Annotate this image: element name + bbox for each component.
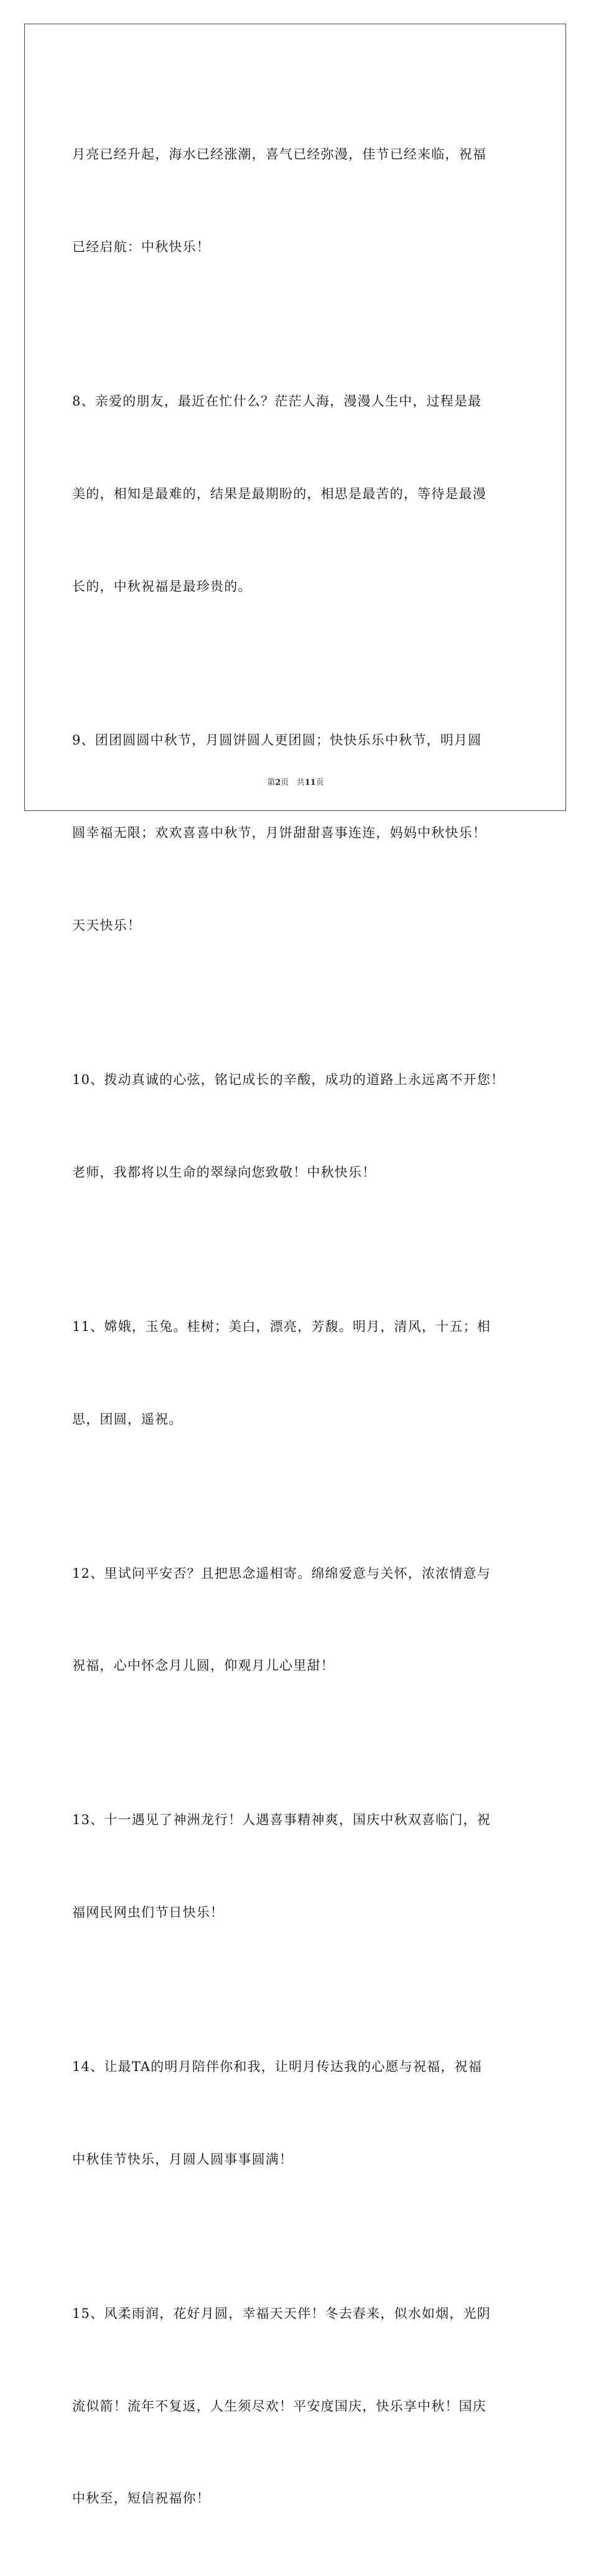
- paragraph-9: [72, 664, 520, 1003]
- text-line: 14、让最TA的明月陪伴你和我，让明月传达我的心愿与祝福，祝福: [72, 2059, 482, 2074]
- text-line: 12、里试问平安否？且把思念遥相寄。绵绵爱意与关怀，浓浓情意与: [72, 1565, 491, 1581]
- text-line: 圆幸福无限；欢欢喜喜中秋节，月饼甜甜喜事连连，妈妈中秋快乐！: [72, 825, 486, 841]
- text-line: 已经启航：中秋快乐！: [72, 239, 210, 254]
- paragraph-14: [72, 1990, 520, 2237]
- paragraph-13: [72, 1743, 520, 1990]
- text-line: 流似箭！流年不复返，人生须尽欢！平安度国庆，快乐享中秋！国庆: [72, 2398, 486, 2414]
- text-line: 长的，中秋祝福是最珍贵的。: [72, 578, 252, 594]
- text-line: 10、拨动真诚的心弦，铭记成长的辛酸，成功的道路上永远离不开您！: [72, 1072, 505, 1087]
- document-body: [72, 78, 520, 2576]
- paragraph-8: [72, 325, 520, 664]
- paragraph-12: [72, 1496, 520, 1743]
- text-line: 8、亲爱的朋友，最近在忙什么？茫茫人海，漫漫人生中，过程是最: [72, 393, 482, 409]
- text-line: 福网民网虫们节日快乐！: [72, 1905, 225, 1920]
- total-pages-label: 共11页: [296, 778, 324, 787]
- text-line: 祝福，心中怀念月儿圆，仰观月儿心里甜！: [72, 1658, 335, 1674]
- page-footer: [0, 776, 591, 787]
- text-line: 老师，我都将以生命的翠绿向您致敬！中秋快乐！: [72, 1164, 376, 1180]
- paragraph-10: [72, 1003, 520, 1250]
- text-line: 13、十一遇见了神洲龙行！人遇喜事精神爽，国庆中秋双喜临门，祝: [72, 1812, 491, 1828]
- page-number-label: 第2页: [267, 778, 289, 787]
- text-line: 月亮已经升起，海水已经涨潮，喜气已经弥漫，佳节已经来临，祝福: [72, 147, 486, 162]
- text-line: 天天快乐！: [72, 918, 141, 934]
- paragraph-11: [72, 1250, 520, 1497]
- paragraph-15: [72, 2237, 520, 2576]
- text-line: 中秋佳节快乐，月圆人圆事事圆满！: [72, 2151, 294, 2167]
- text-line: 15、风柔雨润，花好月圆，幸福天天伴！冬去春来，似水如烟，光阴: [72, 2305, 491, 2321]
- text-line: 9、团团圆圆中秋节，月圆饼圆人更团圆；快快乐乐中秋节，明月圆: [72, 733, 482, 748]
- text-line: 11、嫦娥，玉兔。桂树；美白，漂亮，芳馥。明月，清风，十五；相: [72, 1318, 491, 1334]
- text-line: 美的，相知是最难的，结果是最期盼的，相思是最苦的，等待是最漫: [72, 486, 486, 501]
- text-line: 思，团圆，遥祝。: [72, 1411, 183, 1427]
- paragraph-1: [72, 78, 520, 325]
- text-line: 中秋至，短信祝福你！: [72, 2491, 210, 2506]
